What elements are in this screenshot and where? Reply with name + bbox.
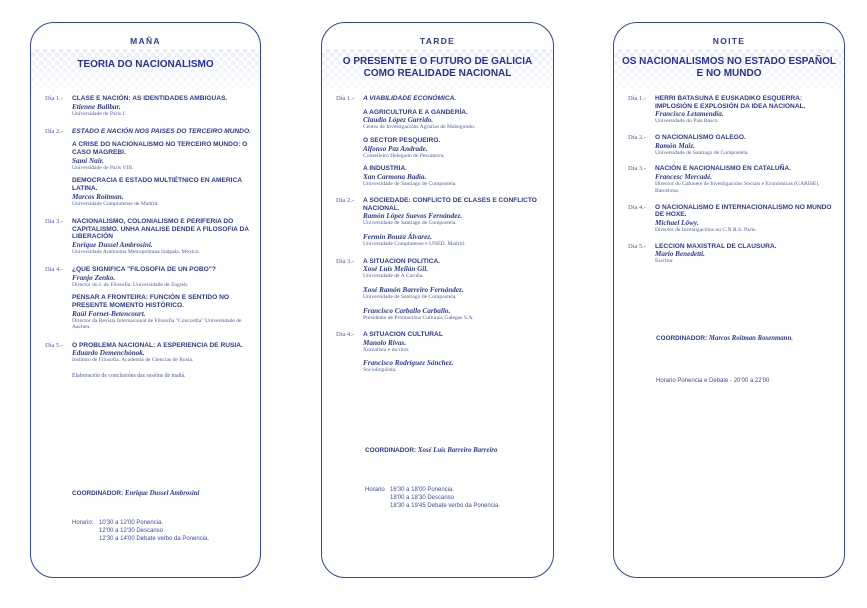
speaker-name: Francisco Rodríguez Sánchez. [363, 359, 454, 368]
session [363, 197, 547, 227]
day-entry [45, 266, 254, 331]
speaker-affiliation: Universidade de Paris VIII. [72, 164, 134, 171]
speaker-affiliation: Escritor. [655, 258, 674, 265]
day-entry [336, 95, 547, 188]
speaker [72, 103, 254, 118]
session [655, 165, 838, 194]
session [363, 286, 547, 301]
speaker-affiliation: Universidade Autónoma Metropolitana Izatpala. México. [72, 248, 200, 255]
day-body [655, 243, 838, 265]
session-title: HERRI BATASUNA E EUSKADIKO ESQUERRA: IMPLOSIÓN E EXPLOSIÓN DA IDEA NACIONAL. [655, 95, 806, 110]
session-title: DEMOCRACIA E ESTADO MULTIÉTNICO EN AMERICA LATINA. [72, 177, 242, 193]
coordinator [365, 447, 497, 454]
schedule-line: 18'30 a 19'45 Debate verbo da Ponencia. [390, 503, 501, 509]
speaker-affiliation: Director da Revista Internacional de Filosofía "Concordia" Universidade de Aachen. [72, 317, 242, 331]
speaker [363, 173, 547, 188]
speaker-name: Enrique Dussel Ambrosini. [72, 240, 153, 249]
day-entry [336, 197, 547, 248]
day-label: Día 5.- [628, 242, 647, 250]
day-body [72, 218, 254, 256]
session [72, 218, 254, 256]
schedule-lead: Horario: [72, 520, 94, 526]
speaker [363, 233, 547, 248]
schedule [72, 519, 210, 542]
day-entry [45, 128, 254, 208]
speaker-affiliation: Universidade de A Coruña. [363, 273, 424, 280]
schedule-line: 12'00 a 12'30 Descanso [99, 528, 164, 534]
day-body [72, 95, 254, 117]
day-label: Día 1.- [336, 95, 355, 102]
panel-subtitle: O PRESENTE E O FUTURO DE GALICIA COMO REALIDADE NACIONAL [342, 56, 533, 79]
session [363, 307, 547, 322]
day-body [655, 134, 838, 156]
speaker [655, 250, 838, 265]
panel-tarde [321, 22, 554, 578]
session-title: ¿QUE SIGNIFICA "FILOSOFIA DE UN POBO"? [72, 266, 216, 274]
day-body [363, 197, 547, 248]
day-label: Día 4.- [45, 266, 64, 274]
day-list [628, 95, 838, 265]
day-body [363, 95, 547, 188]
day-label: Día 2.- [45, 127, 64, 135]
speaker-affiliation: Sociolingüista. [363, 367, 397, 374]
speaker [72, 274, 254, 289]
day-entry [628, 165, 838, 194]
speaker-affiliation: Universidade de Santiago de Compostela. [363, 180, 457, 187]
session-title: O NACIONALISMO GALEGO. [655, 133, 746, 141]
speaker [72, 349, 254, 364]
coordinator [656, 335, 793, 342]
session [363, 109, 547, 131]
coordinator-label: COORDINADOR: [365, 447, 417, 454]
speaker-name: Fermín Bouza Álvarez. [363, 233, 432, 242]
schedule [365, 486, 501, 509]
speaker [655, 142, 838, 157]
day-body [363, 331, 547, 374]
speaker [655, 173, 838, 195]
session [72, 128, 254, 136]
day-entry [336, 331, 547, 374]
session [72, 177, 254, 207]
speaker-name: Francesc Mercadé. [655, 172, 713, 181]
day-label: Día 3.- [45, 217, 64, 225]
speaker-affiliation: Director do Gabinete de Investigacións Sociais e Económicas (GARISE). Barcelona. [655, 180, 820, 194]
day-label: Día 2.- [336, 197, 355, 205]
session [72, 294, 254, 331]
schedule-line: 18'00 a 18'30 Descanso [390, 495, 455, 501]
speaker [655, 219, 838, 234]
day-entry [336, 258, 547, 322]
session [72, 95, 254, 117]
day-label: Día 2.- [628, 133, 647, 141]
session-title: A VIABILIDADE ECONÓMICA. [363, 95, 457, 102]
speaker-name: Eduardo Demenchónok. [72, 349, 145, 358]
speaker [363, 359, 547, 374]
speaker-affiliation: Universidade Complutense e UNED. Madrid. [363, 241, 466, 248]
session-title: A SITUACION CULTURAL [363, 331, 443, 339]
day-entry [628, 204, 838, 234]
session-title: A SITUACION POLITICA. [363, 257, 441, 265]
speaker-affiliation: Universidade de Santiago de Compostela. [363, 220, 457, 227]
day-body [72, 266, 254, 331]
session-title: CLASE E NACIÓN: AS IDENTIDADES AMBIGUAS. [72, 95, 228, 102]
session [655, 134, 838, 156]
day-label: Día 4.- [336, 331, 355, 339]
session-title: O PROBLEMA NACIONAL: A ESPERIENCIA DE RUSIA. [72, 341, 243, 349]
speaker [363, 116, 547, 131]
panel-title: NOITE [712, 36, 746, 46]
speaker-affiliation: Universidade de Santiago de Compostela. [363, 293, 457, 300]
session-title: PENSAR A FRONTEIRA: FUNCIÓN E SENTIDO NO PRESENTE MOMENTO HISTÓRICO. [72, 294, 230, 310]
speaker-name: Raúl Fornet-Betencourt. [72, 309, 146, 318]
speaker-affiliation: Xornalista e escritor. [363, 346, 410, 353]
day-note: Elaboración de conclusións das sesións de mañá. [72, 373, 186, 380]
speaker-name: Etienne Balibar. [72, 102, 121, 111]
speaker-name: Francisco Letamendía. [655, 110, 724, 119]
panel-title: MAÑA [130, 36, 161, 46]
speaker-affiliation: Universidade de Paris I. [72, 110, 126, 117]
session-title: A CRISE DO NACIONALISMO NO TERCEIRO MUNDO: O CASO MAGREBI. [72, 141, 248, 157]
speaker-name: Sami Nair. [72, 156, 104, 165]
speaker-name: Ramón Maiz. [655, 141, 695, 150]
session [363, 165, 547, 187]
speaker-name: Xan Carmona Badía. [363, 172, 427, 181]
day-label: Día 1.- [628, 95, 647, 102]
session-title: LECCION MAXISTRAL DE CLAUSURA. [655, 242, 777, 250]
session-title: O NACIONALISMO E INTERNACIONALISMO NO MUNDO DE HOXE. [655, 203, 832, 219]
day-entry [628, 134, 838, 156]
day-body [655, 165, 838, 194]
day-label: Día 3.- [336, 257, 355, 265]
speaker-name: Francisco Carballo Carballo. [363, 306, 451, 315]
panel-title: TARDE [419, 36, 456, 46]
coordinator-name: Xosé Luís Barreiro Barreiro [417, 447, 498, 454]
speaker-name: Mario Benedetti. [655, 250, 705, 259]
speaker-affiliation: Universidade do País Basco. [655, 118, 720, 125]
speaker-affiliation: Conselleiro Delegado de Pescanova. [363, 152, 445, 159]
day-body [72, 128, 254, 208]
session-title: NACIÓN E NACIONALISMO EN CATALUÑA. [655, 165, 792, 173]
speaker-affiliation: Instituto de Filosofía. Academia de Ciencias de Rusia. [72, 357, 194, 364]
session [363, 233, 547, 248]
speaker-name: Xosé Ramón Barreiro Fernández. [363, 285, 464, 294]
speaker [72, 193, 254, 208]
speaker-affiliation: Director do I. de Filosofía. Universidade de Zagreb. [72, 281, 189, 288]
session [363, 258, 547, 280]
session [72, 266, 254, 288]
coordinator [72, 490, 199, 497]
day-entry [45, 218, 254, 256]
speaker [655, 110, 838, 125]
session [72, 342, 254, 364]
speaker [363, 145, 547, 160]
day-body [363, 258, 547, 322]
day-entry [45, 95, 254, 117]
coordinator-name: Enrique Dussel Ambrosini [124, 490, 200, 497]
day-body [72, 342, 254, 380]
speaker-name: Franjo Zenko. [72, 273, 116, 282]
speaker [363, 212, 547, 227]
session-title: A INDUSTRIA. [363, 165, 408, 173]
day-label: Día 5.- [45, 341, 64, 349]
speaker-name: Manolo Rivas. [363, 338, 407, 347]
day-label: Día 4.- [628, 203, 647, 211]
speaker [72, 310, 254, 332]
day-entry [45, 342, 254, 380]
speaker-name: Marcos Roitman. [72, 192, 124, 201]
session [363, 359, 547, 374]
session [655, 204, 838, 234]
coordinator-label: COORDINADOR: [656, 335, 708, 342]
schedule-line: 16'30 a 18'00 Ponencia. [390, 487, 455, 493]
day-label: Día 3.- [628, 165, 647, 173]
session [363, 95, 547, 103]
schedule-line: 10'30 a 12'00 Ponencia. [99, 520, 164, 526]
day-entry [628, 243, 838, 265]
speaker-affiliation: Universidade de Santiago de Compostela. [655, 149, 749, 156]
session-title: ESTADO E NACIÓN NOS PAISES DO TERCEIRO MUNDO. [72, 127, 251, 135]
day-list [336, 95, 547, 374]
checker-band [31, 49, 260, 99]
day-label: Día 1.- [45, 95, 64, 102]
speaker-name: Ramón López Suevos Fernández. [363, 212, 463, 221]
speaker-affiliation: Centro de Investigacións Agrarias de Mabegondo. [363, 124, 476, 131]
speaker-name: Claudio López Garrido. [363, 116, 434, 125]
day-list [45, 95, 254, 380]
speaker-affiliation: Presidente de Promocións Culturais Galegas S.A. [363, 314, 474, 321]
schedule-lead: Horario [365, 487, 385, 493]
day-entry [628, 95, 838, 125]
schedule-line: 12'30 a 14'00 Debate verbo da Ponencia. [99, 536, 210, 542]
speaker-name: Michael Löwy. [655, 218, 699, 227]
session-title: A AGRICULTURA E A GANDERÍA. [363, 108, 468, 116]
panel-subtitle: OS NACIONALISMOS NO ESTADO ESPAÑOL E NO MUNDO [621, 56, 837, 79]
panel-manha [30, 22, 261, 578]
day-body [655, 204, 838, 234]
speaker-affiliation: Director de Investigacións no C.N.R.S. Paris. [655, 226, 757, 233]
speaker [72, 157, 254, 172]
speaker-name: Alfonso Paz Andrade. [363, 144, 428, 153]
speaker [363, 286, 547, 301]
session [363, 331, 547, 353]
coordinator-label: COORDINADOR: [72, 490, 124, 497]
speaker [363, 265, 547, 280]
speaker [72, 241, 254, 256]
speaker-name: Xosé Luís Meilán Gil. [363, 265, 429, 274]
session [72, 141, 254, 171]
panel-subtitle: TEORIA DO NACIONALISMO [77, 59, 214, 70]
session [655, 243, 838, 265]
day-body [655, 95, 838, 125]
speaker [363, 339, 547, 354]
session-title: NACIONALISMO, COLONIALISMO E PERIFERIA DO CAPITALISMO. UNHA ANALISE DENDE A FILOSOFIA DA LIBERACIÓN [72, 217, 249, 241]
coordinator-name: Marcos Roitman Rosenmann. [708, 335, 793, 342]
panel-noite [613, 22, 845, 578]
session-title: O SECTOR PESQUEIRO. [363, 136, 441, 144]
session-title: A SOCIEDADE: CONFLICTO DE CLASES E CONFLICTO NACIONAL. [363, 197, 537, 212]
speaker [363, 307, 547, 322]
session [363, 137, 547, 159]
schedule: Horario Ponencia e Debate - 20'00 a 22'00 [656, 378, 770, 384]
session [655, 95, 838, 125]
speaker-affiliation: Universidade Complutense de Madrid. [72, 200, 159, 207]
